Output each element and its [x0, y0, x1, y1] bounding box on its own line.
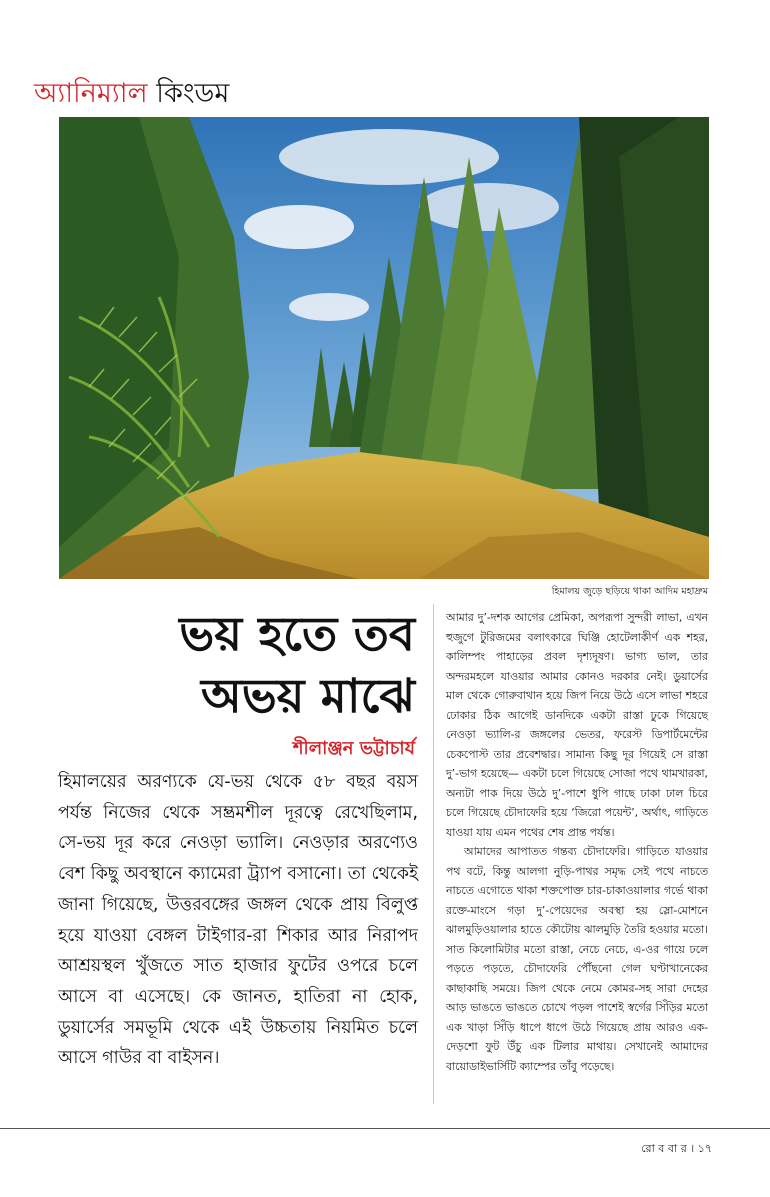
lead-text: হিমালয়ের অরণ্যকে যে-ভয় থেকে ৫৮ বছর বয়স পর্যন্ত নিজের থেকে সম্ভ্রমশীল দূরত্বে রেখেছিলাম, সে-ভয় দূর করে নেওড়া ভ্যালি। নেওড়ার অরণ্যেও বেশ কিছু অবস্থানে ক্যামেরা ট্র্যাপ বসানো। তা থেকেই জানা গিয়েছে, উত্তরবঙ্গের জঙ্গল থেকে প্রায় বিলুপ্ত হয়ে যাওয়া বেঙ্গল টাইগার-রা শিকার আর নিরাপদ আশ্রয়স্থল খুঁজতে সাত হাজার ফুটের ওপরে চলে আসে বা এসেছে। কে জানত, হাতিরা না হোক, ডুয়ার্সের সমভূমি থেকে এই উচ্চতায় নিয়মিত চলে আসে গাউর বা বাইসন। — [58, 772, 418, 1069]
body-paragraph: আমার দু’-দশক আগের প্রেমিকা, অপরূপা সুন্দরী লাভা, এখন হুজুগে টুরিজমের বলাৎকারে ঘিঞ্জি হোটেলাকীর্ণ এক শহর, কালিম্পং পাহাড়ের প্রবল দৃশ্যদূষণ। ভাগ্য ভাল, তার অন্দরমহলে যাওয়ার আমার কোনও দরকার নেই। ডুয়ার্সের মাল থেকে গোরুবাথান হয়ে জিপ নিয়ে উঠে এসে লাভা শহরে ঢোকার ঠিক আগেই ডানদিকে একটা রাস্তা ঢুকে গিয়েছে নেওড়া ভ্যালি-র জঙ্গলের ভেতর, ফরেস্ট ডিপার্টমেন্টের চেকপোস্ট তার প্রবেশদ্বার। সামান্য কিছু দূর গিয়েই সে রাস্তা দু’-ভাগ হয়েছে— একটা চলে গিয়েছে সোজা পথে থামখারকা, অন্যটা পাক দিয়ে উঠে দু’-পাশে ধুপি গাছে ঢাকা ঢাল চিরে চলে গিয়েছে চৌদাফেরি হয়ে ‘জিরো পয়েন্ট’, অর্থাৎ, গাড়িতে যাওয়া যায় এমন পথের শেষ প্রান্ত পর্যন্ত। — [446, 611, 708, 839]
headline-line-1: ভয় হতে তব — [179, 607, 415, 662]
section-heading-red: অ্যানিম্যাল — [34, 78, 148, 109]
column-divider — [433, 604, 434, 1104]
section-heading — [34, 76, 229, 112]
lead-paragraph — [58, 767, 418, 1074]
body-column — [446, 608, 708, 1076]
article-headline — [58, 604, 415, 728]
body-paragraph: আমাদের আপাতত গন্তব্য চৌদাফেরি। গাড়িতে যাওয়ার পথ বটে, কিন্তু আলগা নুড়ি-পাথর সমৃদ্ধ সেই পথে নাচতে নাচতে এগোতে থাকা শক্তপোক্ত চার-চাকাওয়ালার গর্ভে থাকা রক্তে-মাংসে গড়া দু’-পেয়েদের অবস্থা হয় স্লো-মোশনে ঝালমুড়িওয়ালার হাতে কৌটোয় ঝালমুড়ি তৈরি হওয়ার মতো। সাত কিলোমিটার মতো রাস্তা, নেচে নেচে, এ-ওর গায়ে ঢলে পড়তে পড়তে, চৌদাফেরি পৌঁছনো গেল ঘণ্টাখানেকের কাছাকাছি সময়ে। জিপ থেকে নেমে কোমর-সহ সারা দেহের আড় ভাঙতে ভাঙতে চোখে পড়ল পাশেই স্বর্গের সিঁড়ির মতো এক খাড়া সিঁড়ি ধাপে ধাপে উঠে গিয়েছে প্রায় আরও এক-দেড়শো ফুট উঁচু এক টিলার মাথায়। সেখানেই আমাদের বায়োডাইভার্সিটি ক্যাম্পের তাঁবু পড়েছে। — [446, 845, 708, 1073]
headline-line-2: অভয় মাঝে — [201, 669, 415, 724]
footer-rule — [0, 1128, 770, 1129]
author-byline: শীলাঞ্জন ভট্টাচার্য — [292, 738, 415, 759]
page-folio: রো ব বা র । ১৭ — [641, 1142, 712, 1155]
photo-caption: হিমালয় জুড়ে ছড়িয়ে থাকা আদিম মহাদ্রুম — [551, 586, 708, 597]
section-heading-black: কিংডম — [156, 78, 230, 109]
forest-photo — [59, 117, 709, 579]
